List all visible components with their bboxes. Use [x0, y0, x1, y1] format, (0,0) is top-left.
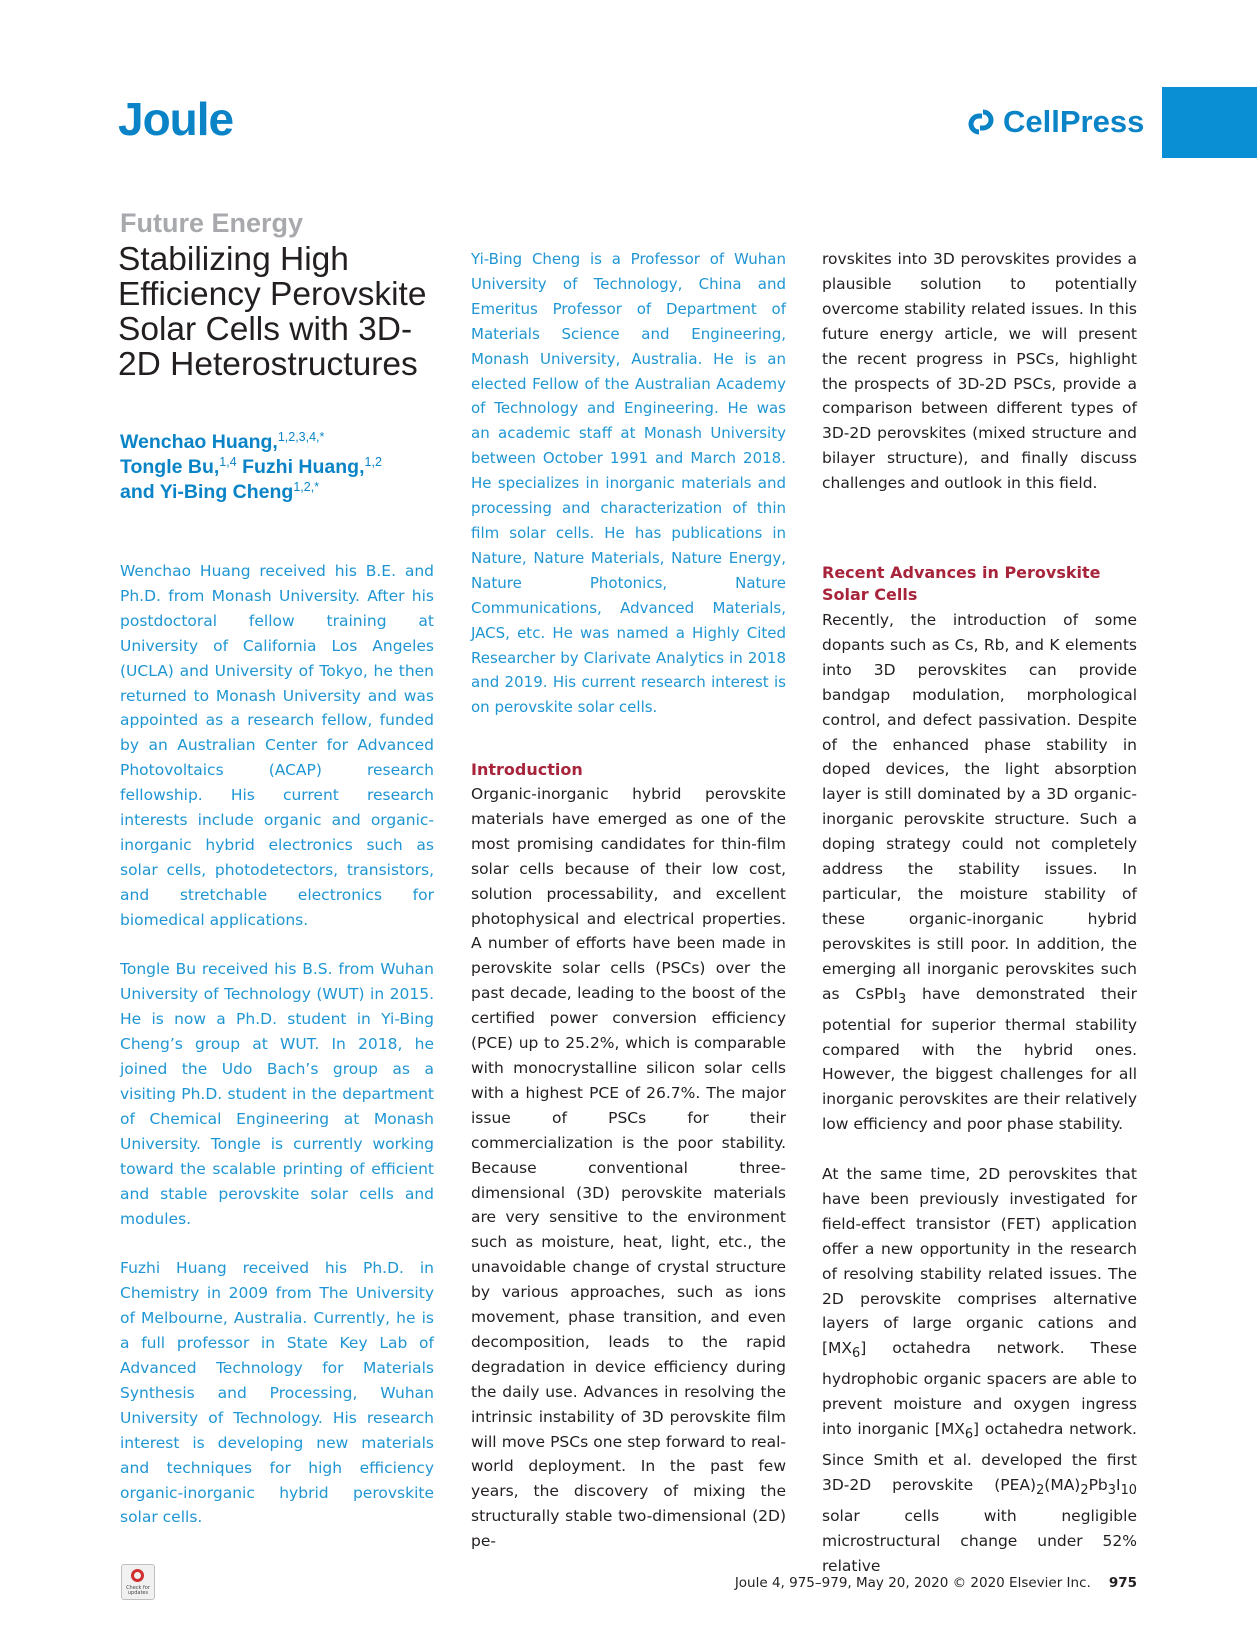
- bio-column: [120, 559, 434, 1555]
- author-name[interactable]: Yi-Bing Cheng: [159, 481, 294, 503]
- publisher-name: CellPress: [1003, 104, 1145, 139]
- cellpress-logo: [965, 104, 1144, 140]
- recent-advances-paragraph-2: At the same time, 2D perovskites that have been previously investigated for field-effect transistor (FET) application offer a new opportunity in the research of resolving stability related issues. The 2D perovskite comprises alternative layers of large organic cations and $[MX_6]$ octahedra network. These hydrophobic organic spacers are able to prevent moisture and oxygen ingress into inorganic $[MX_6]$ octahedra network. Since Smith et al. developed the first 3D-2D perovskite $(PEA)_2(MA)_2Pb_3I_{10}$ solar cells with negligible microstructural change under 52% relative: [822, 1165, 1137, 1575]
- cellpress-icon: [965, 106, 997, 138]
- color-tab: [1162, 87, 1257, 158]
- author-affiliation[interactable]: 1,2,3,4,*: [277, 430, 325, 444]
- introduction-body: [471, 782, 786, 1554]
- check-for-updates-badge[interactable]: [121, 1564, 155, 1600]
- author-affiliation[interactable]: 1,2: [364, 455, 382, 469]
- author-line: [120, 455, 440, 480]
- recent-advances-body: [822, 608, 1137, 1579]
- bio-fuzhi-huang: Fuzhi Huang received his Ph.D. in Chemistry in 2009 from The University of Melbourne, Australia. Currently, he is a full professor in State Key Lab of Advanced Technology for Materials Synthesis and Processing, Wuhan University of Technology. His research interest is developing new materials and techniques for high efficiency organic-inorganic hybrid perovskite solar cells.: [120, 1259, 434, 1527]
- introduction-text: Organic-inorganic hybrid perovskite materials have emerged as one of the most promising candidates for thin-film solar cells because of their low cost, solution processability, and excellent photophysical and electrical properties. A number of efforts have been made in perovskite solar cells (PSCs) over the past decade, leading to the boost of the certified power conversion efficiency (PCE) up to 25.2%, which is comparable with monocrystalline silicon solar cells with a highest PCE of 26.7%. The major issue of PSCs for their commercialization is the poor stability. Because conventional three-dimensional (3D) perovskite materials are very sensitive to the environment such as moisture, heat, light, etc., the unavoidable change of crystal structure by various approaches, such as ions movement, phase transition, and even decomposition, leads to the rapid degradation in device efficiency during the daily use. Advances in resolving the intrinsic instability of 3D perovskite film will move PSCs one step forward to real-world deployment. In the past few years, the discovery of mixing the structurally stable two-dimensional (2D) pe-: [471, 785, 786, 1551]
- author-name[interactable]: Tongle Bu,: [120, 456, 220, 478]
- bio-wenchao-huang: Wenchao Huang received his B.E. and Ph.D. from Monash University. After his postdoctoral fellow training at University of California Los Angeles (UCLA) and University of Tokyo, he then returned to Monash University and was appointed as a research fellow, funded by an Australian Center for Advanced Photovoltaics (ACAP) research fellowship. His current research interests include organic and organic-inorganic hybrid electronics such as solar cells, photodetectors, transistors, and stretchable electronics for biomedical applications.: [120, 562, 434, 929]
- page-number: 975: [1108, 1575, 1137, 1591]
- journal-logo: Joule: [118, 93, 234, 145]
- author-line: [120, 430, 440, 455]
- introduction-heading: Introduction: [471, 760, 583, 779]
- article-title: Stabilizing High Efficiency Perovskite Solar Cells with 3D-2D Heterostructures: [118, 241, 427, 383]
- bio-yibing-cheng: [471, 247, 786, 720]
- author-name[interactable]: Wenchao Huang,: [120, 431, 278, 453]
- page-footer: [735, 1575, 1137, 1591]
- author-line: [120, 480, 440, 505]
- author-affiliation[interactable]: 1,2,*: [293, 480, 320, 494]
- author-prefix: and: [120, 481, 160, 503]
- badge-label: Check for updates: [126, 1585, 150, 1596]
- citation: Joule 4, 975–979, May 20, 2020 © 2020 Elsevier Inc.: [734, 1575, 1091, 1591]
- introduction-text-continued: rovskites into 3D perovskites provides a plausible solution to potentially overcome stability related issues. In this future energy article, we will present the recent progress in PSCs, highlight the prospects of 3D-2D PSCs, provide a comparison between different types of 3D-2D perovskites (mixed structure and bilayer structure), and finally discuss challenges and outlook in this field.: [822, 250, 1137, 493]
- author-affiliation[interactable]: 1,4: [219, 455, 237, 469]
- author-list: [120, 430, 440, 505]
- author-name[interactable]: Fuzhi Huang,: [242, 456, 365, 478]
- introduction-continued: [822, 247, 1137, 496]
- recent-advances-paragraph-1: Recently, the introduction of some dopants such as Cs, Rb, and K elements into 3D perovskites can provide bandgap modulation, morphological control, and defect passivation. Despite of the enhanced phase stability in doped devices, the light absorption layer is still dominated by a 3D organic-inorganic perovskite structure. Such a doping strategy could not completely address the stability issues. In particular, the moisture stability of these organic-inorganic hybrid perovskites is still poor. In addition, the emerging all inorganic perovskites such as CsPbI$_3$ have demonstrated their potential for superior thermal stability compared with the hybrid ones. However, the biggest challenges for all inorganic perovskites are their relatively low efficiency and poor phase stability.: [822, 611, 1137, 1134]
- bio-tongle-bu: Tongle Bu received his B.S. from Wuhan University of Technology (WUT) in 2015. He is now a Ph.D. student in Yi-Bing Cheng’s group at WUT. In 2018, he joined the Udo Bach’s group as a visiting Ph.D. student in the department of Chemical Engineering at Monash University. Tongle is currently working toward the scalable printing of efficient and stable perovskite solar cells and modules.: [120, 960, 434, 1228]
- check-updates-icon: [131, 1569, 144, 1582]
- recent-advances-heading: Recent Advances in Perovskite Solar Cells: [822, 563, 1101, 604]
- section-label: Future Energy: [120, 208, 304, 238]
- bio-text: Yi-Bing Cheng is a Professor of Wuhan University of Technology, China and Emeritus Professor of Department of Materials Science and Engineering, Monash University, Australia. He is an elected Fellow of the Australian Academy of Technology and Engineering. He was an academic staff at Monash University between October 1991 and March 2018. He specializes in inorganic materials and processing and characterization of thin film solar cells. He has publications in Nature, Nature Materials, Nature Energy, Nature Photonics, Nature Communications, Advanced Materials, JACS, etc. He was named a Highly Cited Researcher by Clarivate Analytics in 2018 and 2019. His current research interest is on perovskite solar cells.: [471, 250, 786, 717]
